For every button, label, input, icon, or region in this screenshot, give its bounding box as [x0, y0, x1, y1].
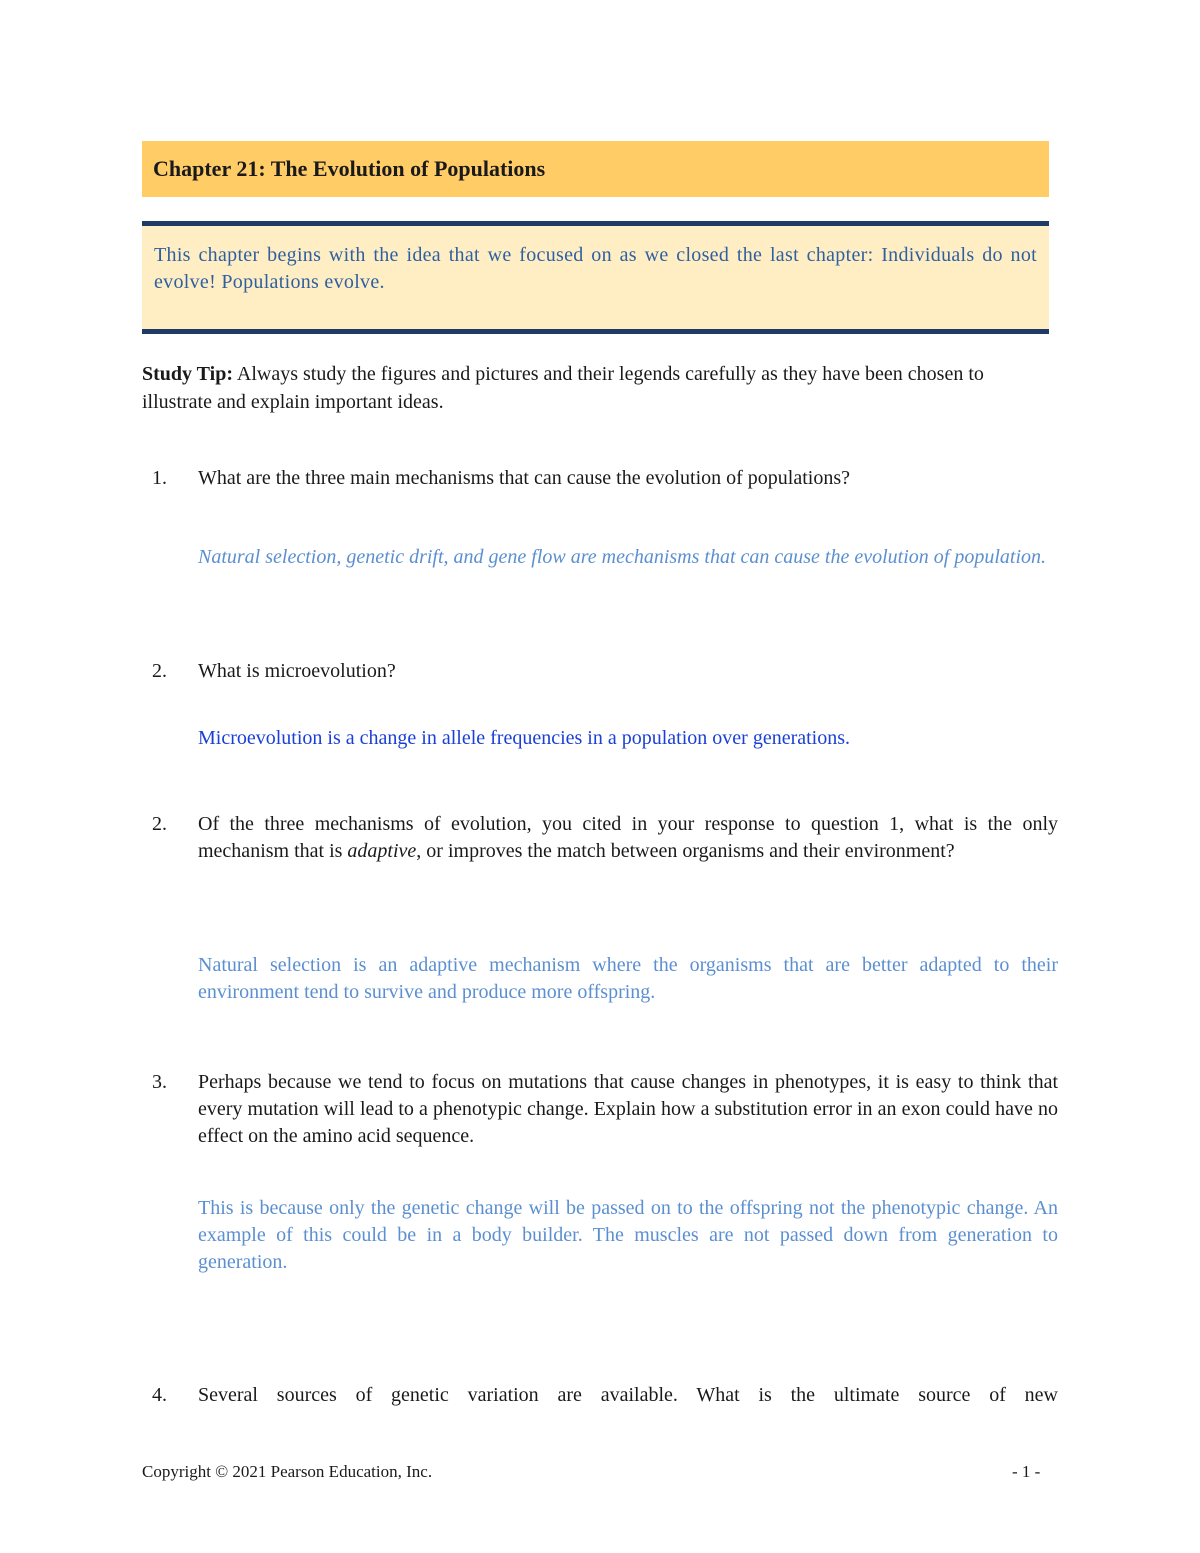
question-3-text-after: , or improves the match between organisms and their environment? [416, 840, 955, 862]
chapter-banner [142, 141, 1049, 197]
question-5-number: 4. [152, 1384, 167, 1406]
study-tip-label: Study Tip: [142, 363, 233, 385]
answer-1-text: Natural selection, genetic drift, and gene flow are mechanisms that can cause the evolution of population. [198, 546, 1047, 568]
question-4-text: Perhaps because we tend to focus on mutations that cause changes in phenotypes, it is easy to think that every mutation will lead to a phenotypic change. Explain how a substitution error in an exon could have no effect on the amino acid sequence. [198, 1071, 1058, 1147]
footer-page-number: - 1 - [1012, 1462, 1041, 1481]
question-3-number: 2. [152, 813, 167, 835]
intro-text: This chapter begins with the idea that we focused on as we closed the last chapter: Individuals do not evolve! Populations evolve. [154, 244, 1037, 293]
question-3-emphasis: adaptive [347, 840, 417, 862]
question-1-number: 1. [152, 467, 167, 489]
question-3-text-before: Of the three mechanisms of evolution, you cited in your response to question 1, what is the only mechanism that is [198, 813, 1058, 862]
answer-3-text: Natural selection is an adaptive mechanism where the organisms that are better adapted to their environment tend to survive and produce more offspring. [198, 954, 1058, 1003]
question-5-text: Several sources of genetic variation are available. What is the ultimate source of new [198, 1384, 1058, 1406]
study-tip-text: Always study the figures and pictures and their legends carefully as they have been chosen to illustrate and explain important ideas. [142, 363, 984, 413]
answer-2-text: Microevolution is a change in allele frequencies in a population over generations. [198, 727, 851, 749]
answer-4-text: This is because only the genetic change will be passed on to the offspring not the phenotypic change. An example of this could be in a body builder. The muscles are not passed down from generation to generation. [198, 1197, 1058, 1273]
footer-copyright: Copyright © 2021 Pearson Education, Inc. [142, 1462, 433, 1481]
question-1-text: What are the three main mechanisms that can cause the evolution of populations? [198, 467, 850, 489]
question-2-number: 2. [152, 660, 167, 682]
question-2-text: What is microevolution? [198, 660, 396, 682]
question-4-number: 3. [152, 1071, 167, 1093]
study-tip [142, 360, 1058, 416]
question-3-text [198, 811, 1058, 865]
intro-box [142, 221, 1049, 334]
chapter-title: Chapter 21: The Evolution of Populations [153, 156, 546, 181]
